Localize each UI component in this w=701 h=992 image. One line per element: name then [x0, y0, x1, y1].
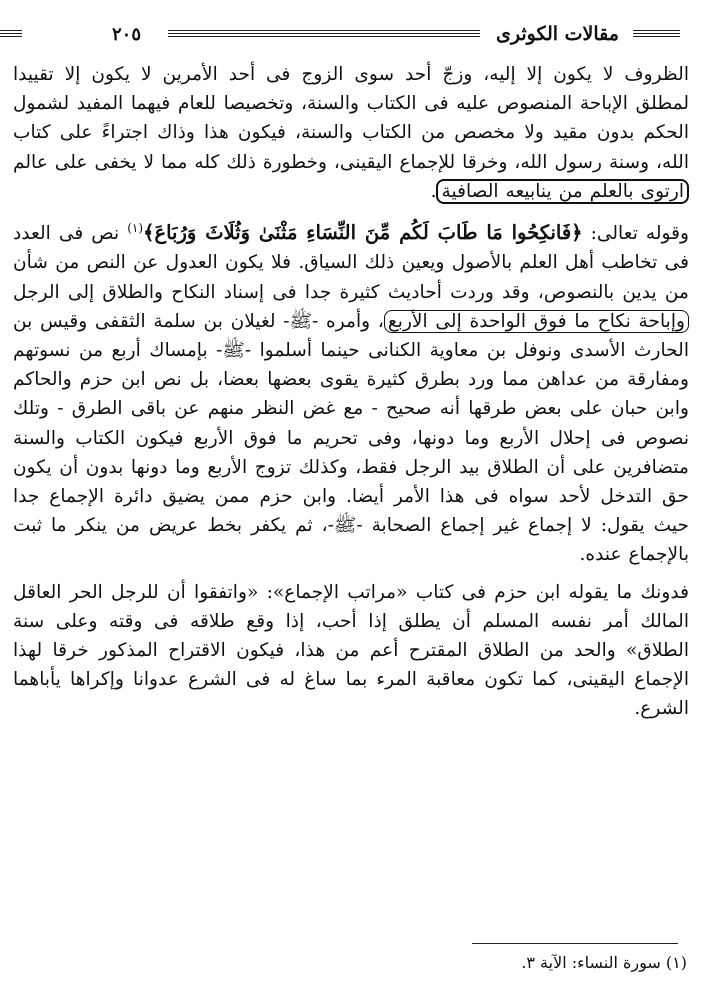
highlight-box-2: وإباحة نكاح ما فوق الواحدة إلى الأربع [384, 310, 689, 333]
paragraph-1-end: . [430, 180, 437, 202]
footnote: (١) سورة النساء: الآية ٣. [521, 953, 687, 972]
header-rule-right [633, 30, 680, 40]
paragraph-1-text: الظروف لا يكون إلا إليه، وزجّ أحد سوى الزوج فى أحد الأمرين لا يكون إلا تقييدا لمطلق الإباحة المنصوص عليه فى الكتاب والسنة، وتخصيصا للعام فيهما المفيد لشمول الحكم بدون مقيد ولا مخصص من الكتاب والسنة، فيكون هذا وذاك اجتراءً على كتاب الله، وسنة رسول الله، وخرقا للإجماع اليقينى، وخطورة ذلك كله مما لا يخفى على عالم [13, 64, 689, 173]
running-title: مقالات الكوثرى [496, 23, 619, 45]
verse-intro: وقوله تعالى: [590, 223, 689, 245]
quran-verse: ﴿فَانكِحُوا مَا طَابَ لَكُم مِّنَ النِّسَاءِ مَثْنَىٰ وَثُلَاثَ وَرُبَاعَ﴾ [143, 221, 583, 245]
footnote-ref[interactable]: (١) [127, 221, 144, 236]
paragraph-3-text: فدونك ما يقوله ابن حزم فى كتاب «مراتب الإجماع»: «واتفقوا أن للرجل الحر العاقل المالك أمر نفسه المسلم أن يطلق إذا أحب، إذا وقع طلاقه فى وقته وعلى سنة الطلاق» والحد من الطلاق المقترح أعم من هذا، فيكون الاقتراح المذكور خرقا لهذا الإجماع اليقينى، كما تكون معاقبة المرء بما ساغ له فى الشرع عدوانا وإكراها يأباهما الشرع. [13, 581, 689, 720]
header-rule-middle [168, 30, 480, 40]
footnote-divider [472, 943, 678, 944]
paragraph-2 [13, 214, 689, 570]
header-rule-left [0, 30, 22, 40]
highlight-box-1: ارتوى بالعلم من ينابيعه الصافية [436, 179, 689, 204]
article-body [13, 60, 689, 724]
paragraph-2-text: نص فى العدد فى تخاطب أهل العلم بالأصول ويعين ذلك السياق. فلا يكون العدول عن النص من شأن من يدين بالنصوص، وقد وردت أحاديث كثيرة جدا فى إسناد النكاح والطلاق إلى الرجل [13, 223, 689, 303]
page-number: ٢٠٥ [112, 24, 142, 45]
running-header [100, 24, 680, 46]
paragraph-2-continued: ، وأمره -ﷺ- لغيلان بن سلمة الثقفى وقيس بن الحارث الأسدى ونوفل بن معاوية الكنانى حينما أسلموا -ﷺ- بإمساك أربع من نسوتهم ومفارقة من عداهن مما ورد بطرق كثيرة يقوى بعضها بعضا، بل نص ابن حزم والحاكم وابن حبان على بعض طرقها أنه صحيح - مع غض النظر منهم عن باقى الطرق - وتلك نصوص فى إحلال الأربع وما دونها، وفى تحريم ما فوق الأربع فيكون الكتاب والسنة متضافرين على أن الطلاق بيد الرجل فقط، وكذلك تزوج الأربع وما دونها بدون أن يكون حق التدخل لأحد سواه فى هذا الأمر أيضا. وابن حزم ممن يضيق دائرة الإجماع جدا حيث يقول: لا إجماع غير إجماع الصحابة -ﷺ-، ثم يكفر بخط عريض من ينكر ما ثبت بالإجماع عنده. [13, 310, 689, 566]
paragraph-1 [13, 60, 689, 206]
paragraph-3 [13, 578, 689, 724]
